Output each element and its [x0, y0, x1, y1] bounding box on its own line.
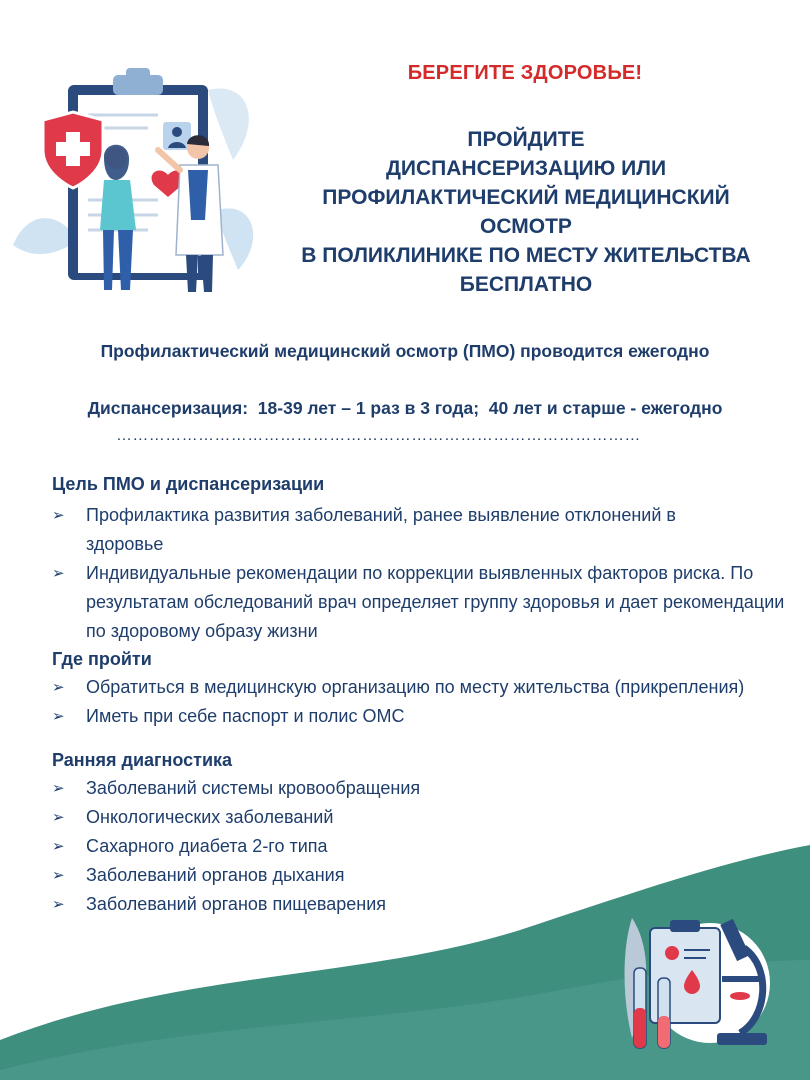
headline-line: ПРОФИЛАКТИЧЕСКИЙ МЕДИЦИНСКИЙ [322, 186, 730, 209]
goal-list [52, 501, 810, 646]
headline-line: ОСМОТР [480, 215, 572, 238]
headline-line: В ПОЛИКЛИНИКЕ ПО МЕСТУ ЖИТЕЛЬСТВА [301, 244, 751, 267]
arrow-bullet-icon: ➢ [52, 838, 65, 855]
list-item-text: Онкологических заболеваний [86, 807, 334, 827]
list-item [52, 832, 810, 861]
list-item-text: Заболеваний органов пищеварения [86, 894, 387, 914]
arrow-bullet-icon: ➢ [52, 896, 65, 913]
list-item-text: Заболеваний органов дыхания [86, 865, 345, 885]
pmo-frequency-text: Профилактический медицинский осмотр (ПМО) проводится ежегодно [100, 341, 710, 361]
headline-line: БЕСПЛАТНО [459, 273, 593, 296]
list-item [52, 673, 810, 702]
where-section-title: Где пройти [52, 649, 152, 669]
lab-illustration [622, 908, 772, 1058]
alert-title: БЕРЕГИТЕ ЗДОРОВЬЕ! [407, 62, 643, 84]
arrow-bullet-icon: ➢ [52, 780, 65, 797]
list-item [52, 861, 810, 890]
arrow-bullet-icon: ➢ [52, 679, 65, 696]
goal-section-title: Цель ПМО и диспансеризации [52, 474, 325, 494]
headline-line: ДИСПАНСЕРИЗАЦИЮ ИЛИ [385, 157, 667, 180]
list-item-text: Иметь при себе паспорт и полис ОМС [86, 706, 405, 726]
arrow-bullet-icon: ➢ [52, 708, 65, 725]
list-item-text: Индивидуальные рекомендации по коррекции выявленных факторов риска. По результатам обследований врач определяет группу здоровья и дает рекомендации по здоровому образу жизни [86, 563, 785, 641]
list-item-text: Сахарного диабета 2-го типа [86, 836, 328, 856]
list-item [52, 890, 810, 919]
early-list [52, 774, 810, 919]
headline-line: ПРОЙДИТЕ [467, 128, 585, 151]
arrow-bullet-icon: ➢ [52, 507, 65, 524]
list-item [52, 702, 810, 731]
arrow-bullet-icon: ➢ [52, 565, 65, 582]
main-headline [276, 125, 776, 299]
early-section-title: Ранняя диагностика [52, 750, 233, 770]
dotted-separator: …………………………………………………………………………………… [116, 427, 641, 444]
list-item-text: Заболеваний системы кровообращения [86, 778, 421, 798]
list-item-text: Обратиться в медицинскую организацию по месту жительства (прикрепления) [86, 677, 745, 697]
where-list [52, 673, 810, 731]
list-item [52, 774, 810, 803]
arrow-bullet-icon: ➢ [52, 867, 65, 884]
list-item [52, 803, 810, 832]
doctor-patient-illustration [8, 40, 270, 302]
list-item [52, 501, 810, 559]
list-item-text: Профилактика развития заболеваний, ранее выявление отклонений в здоровье [86, 505, 676, 554]
arrow-bullet-icon: ➢ [52, 809, 65, 826]
dispensary-frequency-text: Диспансеризация: 18-39 лет – 1 раз в 3 года; 40 лет и старше - ежегодно [87, 398, 723, 418]
list-item [52, 559, 810, 646]
